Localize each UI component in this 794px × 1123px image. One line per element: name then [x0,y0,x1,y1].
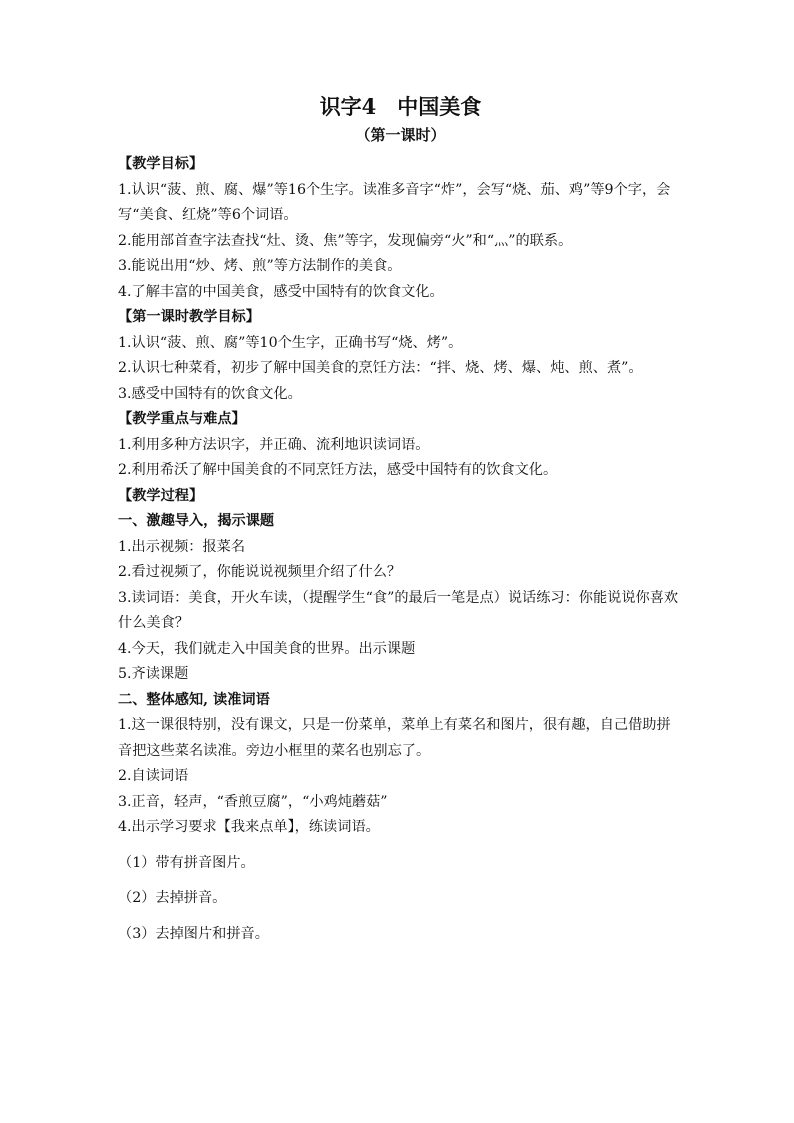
process-part2-item-1: 1.这一课很特别，没有课文，只是一份菜单，菜单上有菜名和图片，很有趣，自己借助拼音把这些菜名读准。旁边小框里的菜名也别忘了。 [118,717,671,759]
process-part2-item-4: 4.出示学习要求【我来点单】，练读词语。 [118,819,380,835]
process-part2-step-3: （3）去掉图片和拼音。 [118,925,269,942]
section-heading-lesson-goals: 【第一课时教学目标】 [118,309,260,325]
process-part1-item-4: 4.今天，我们就走入中国美食的世界。出示课题 [118,640,416,657]
document-subtitle: （第一课时） [355,126,446,144]
lesson-goal-item-3: 3.感受中国特有的饮食文化。 [118,385,302,402]
section-heading-goals: 【教学目标】 [118,156,204,172]
goal-item-3: 3.能说出用“炒、烤、煎”等方法制作的美食。 [118,258,402,274]
goal-item-1: 1.认识“菠、煎、腐、爆”等16个生字。读准多音字“炸”，会写“烧、茄、鸡”等9个字，会写“美食、红烧”等6个词语。 [118,181,671,223]
process-part2-item-2: 2.自读词语 [118,768,189,784]
document-title: 识字4 中国美食 [319,94,482,119]
process-part1-item-1: 1.出示视频：报菜名 [118,538,246,555]
document-page [118,92,683,947]
process-part2-item-3: 3.正音，轻声，“香煎豆腐”，“小鸡炖蘑菇” [118,793,388,810]
process-part2-step-2: （2）去掉拼音。 [118,890,227,906]
process-part1-item-3: 3.读词语：美食，开火车读，（提醒学生“食”的最后一笔是点）说话练习：你能说说你喜欢什么美食？ [118,589,679,631]
goal-item-2: 2.能用部首查字法查找“灶、烫、焦”等字，发现偏旁“火”和“灬”的联系。 [118,232,573,249]
process-part1-item-2: 2.看过视频了，你能说说视频里介绍了什么？ [118,564,402,580]
goal-item-4: 4.了解丰富的中国美食，感受中国特有的饮食文化。 [118,283,444,300]
lesson-goal-item-2: 2.认识七种菜肴，初步了解中国美食的烹饪方法：“拌、烧、烤、爆、炖、煎、煮”。 [118,360,643,376]
process-part2-step-1: （1）带有拼音图片。 [118,854,255,871]
section-heading-key-points: 【教学重点与难点】 [118,411,246,427]
section-heading-process: 【教学过程】 [118,487,204,504]
process-part1-item-5: 5.齐读课题 [118,666,189,682]
lesson-goal-item-1: 1.认识“菠、煎、腐”等10个生字，正确书写“烧、烤”。 [118,334,463,351]
key-point-item-1: 1.利用多种方法识字，并正确、流利地识读词语。 [118,436,430,453]
key-point-item-2: 2.利用希沃了解中国美食的不同烹饪方法，感受中国特有的饮食文化。 [118,462,558,478]
process-part1-heading: 一、激趣导入，揭示课题 [118,513,275,529]
process-part2-heading: 二、整体感知, 读准词语 [118,691,270,708]
